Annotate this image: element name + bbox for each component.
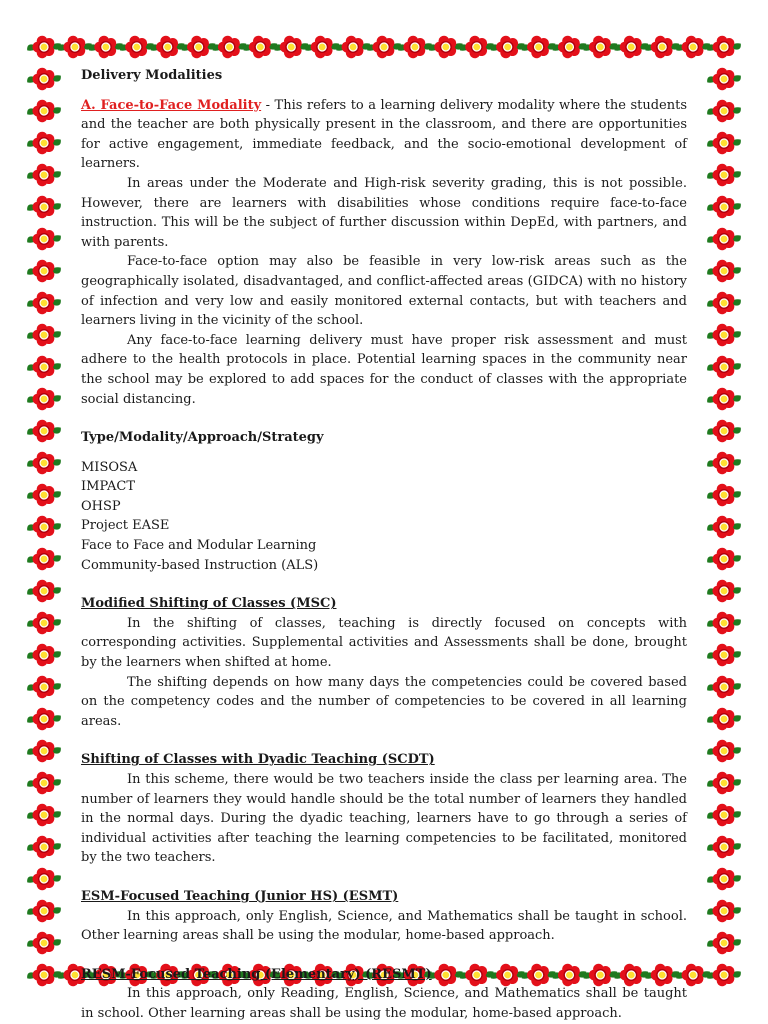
- flower-ornament: [704, 959, 743, 990]
- flower-ornament: [704, 767, 743, 798]
- flower-ornament: [519, 31, 558, 62]
- flower-ornament: [704, 255, 743, 286]
- flower-ornament: [24, 671, 63, 702]
- flower-ornament: [704, 639, 743, 670]
- face-to-face-definition: [81, 96, 687, 174]
- flower-ornament: [24, 831, 63, 862]
- list-item: Community-based Instruction (ALS): [81, 557, 319, 573]
- face-to-face-definition-text: - This refers to a learning delivery modality where the students and the teacher are both physically present in the classroom, and there are opportunities for active engagement, immediate feedback, and the socio-emotional development of learners.: [81, 97, 687, 172]
- flower-ornament: [179, 31, 218, 62]
- scdt-paragraph-1: In this scheme, there would be two teachers inside the class per learning area. The number of learners they would handle should be the total number of learners they handled in the normal days. During the dyadic teaching, learners have to go through a series of individual activities after teaching the learning competencies to be facilitated, monitored by the two teachers.: [81, 772, 687, 866]
- flower-ornament: [86, 31, 125, 62]
- flower-ornament: [704, 191, 743, 222]
- flower-ornament: [704, 383, 743, 414]
- flower-ornament: [704, 351, 743, 382]
- flower-ornament: [395, 31, 434, 62]
- flower-ornament: [704, 287, 743, 318]
- flower-ornament: [24, 287, 63, 318]
- flower-ornament: [704, 863, 743, 894]
- flower-ornament: [704, 479, 743, 510]
- flower-ornament: [24, 895, 63, 926]
- face-to-face-paragraph-3: Face-to-face option may also be feasible in very low-risk areas such as the geographically isolated, disadvantaged, and conflict-affected areas (GIDCA) with no history of infection and very low and easily monitored external contacts, but with teachers and learners living in the vicinity of the school.: [81, 254, 687, 329]
- flower-ornament: [612, 31, 651, 62]
- flower-ornament: [704, 671, 743, 702]
- flower-ornament: [364, 31, 403, 62]
- flower-ornament: [24, 159, 63, 190]
- flower-ornament: [333, 31, 372, 62]
- list-item: MISOSA: [81, 459, 138, 475]
- flower-ornament: [24, 191, 63, 222]
- flower-ornament: [55, 31, 94, 62]
- flower-ornament: [704, 511, 743, 542]
- flower-ornament: [24, 511, 63, 542]
- flower-ornament: [24, 767, 63, 798]
- flower-ornament: [642, 31, 681, 62]
- flower-ornament: [24, 799, 63, 830]
- flower-ornament: [24, 127, 63, 158]
- flower-ornament: [24, 639, 63, 670]
- flower-ornament: [704, 223, 743, 254]
- msc-paragraph-1: In the shifting of classes, teaching is directly focused on concepts with corresponding activities. Supplemental activities and Assessments shall be done, brought by the learners when shifted at home.: [81, 615, 687, 671]
- flower-ornament: [24, 927, 63, 958]
- flower-ornament: [24, 31, 63, 62]
- list-item: OHSP: [81, 498, 121, 514]
- flower-ornament: [24, 543, 63, 574]
- flower-ornament: [24, 351, 63, 382]
- flower-ornament: [24, 863, 63, 894]
- flower-ornament: [581, 31, 620, 62]
- document-body: [81, 66, 687, 1024]
- flower-ornament: [704, 927, 743, 958]
- flower-ornament: [704, 447, 743, 478]
- flower-ornament: [704, 575, 743, 606]
- flower-ornament: [673, 31, 712, 62]
- esmt-heading: ESM-Focused Teaching (Junior HS) (ESMT): [81, 888, 399, 904]
- flower-ornament: [241, 31, 280, 62]
- scdt-heading: Shifting of Classes with Dyadic Teaching (SCDT): [81, 752, 435, 768]
- flower-ornament: [704, 799, 743, 830]
- strategy-list: [81, 458, 687, 576]
- flower-ornament: [704, 95, 743, 126]
- flower-ornament: [148, 31, 187, 62]
- flower-ornament: [210, 31, 249, 62]
- flower-ornament: [704, 735, 743, 766]
- list-item: Project EASE: [81, 518, 170, 534]
- face-to-face-heading-link[interactable]: A. Face-to-Face Modality: [81, 97, 262, 113]
- flower-ornament: [24, 447, 63, 478]
- flower-ornament: [426, 31, 465, 62]
- flower-ornament: [704, 159, 743, 190]
- flower-ornament: [24, 415, 63, 446]
- flower-ornament: [24, 383, 63, 414]
- flower-ornament: [704, 543, 743, 574]
- flower-ornament: [117, 31, 156, 62]
- flower-ornament: [24, 223, 63, 254]
- flower-ornament: [704, 703, 743, 734]
- flower-ornament: [24, 575, 63, 606]
- flower-ornament: [302, 31, 341, 62]
- flower-ornament: [24, 607, 63, 638]
- flower-ornament: [457, 31, 496, 62]
- esmt-paragraph-1: In this approach, only English, Science, and Mathematics shall be taught in school. Other learning areas shall be using the modular, home-based approach.: [81, 908, 687, 944]
- flower-ornament: [24, 319, 63, 350]
- flower-ornament: [24, 703, 63, 734]
- flower-ornament: [24, 735, 63, 766]
- list-item: Face to Face and Modular Learning: [81, 538, 317, 554]
- flower-ornament: [24, 95, 63, 126]
- flower-ornament: [488, 31, 527, 62]
- face-to-face-paragraph-4: Any face-to-face learning delivery must have proper risk assessment and must adhere to the health protocols in place. Potential learning spaces in the community near the school may be explored to add spaces for the conduct of classes with the appropriate social distancing.: [81, 332, 687, 407]
- flower-ornament: [24, 63, 63, 94]
- page-title: Delivery Modalities: [81, 68, 223, 83]
- flower-ornament: [24, 255, 63, 286]
- strategy-heading: Type/Modality/Approach/Strategy: [81, 430, 324, 446]
- msc-paragraph-2: The shifting depends on how many days the competencies could be covered based on the competency codes and the number of competencies to be covered in all learning areas.: [81, 674, 687, 729]
- list-item: IMPACT: [81, 479, 136, 495]
- flower-ornament: [704, 127, 743, 158]
- flower-ornament: [704, 63, 743, 94]
- flower-ornament: [24, 479, 63, 510]
- msc-heading: Modified Shifting of Classes (MSC): [81, 596, 337, 612]
- flower-ornament: [704, 319, 743, 350]
- flower-ornament: [550, 31, 589, 62]
- flower-ornament: [704, 831, 743, 862]
- flower-ornament: [24, 959, 63, 990]
- face-to-face-paragraph-2: In areas under the Moderate and High-risk severity grading, this is not possible. However, there are learners with disabilities whose conditions require face-to-face instruction. This will be the subject of further discussion within DepEd, with partners, and with parents.: [81, 175, 687, 250]
- resmt-paragraph-1: In this approach, only Reading, English, Science, and Mathematics shall be taught in school. Other learning areas shall be using the modular, home-based approach.: [81, 986, 687, 1021]
- flower-ornament: [704, 607, 743, 638]
- flower-ornament: [272, 31, 311, 62]
- flower-ornament: [704, 415, 743, 446]
- flower-ornament: [704, 895, 743, 926]
- resmt-heading: RESM-Focused Teaching (Elementary) (RESMT): [81, 966, 432, 982]
- flower-ornament: [704, 31, 743, 62]
